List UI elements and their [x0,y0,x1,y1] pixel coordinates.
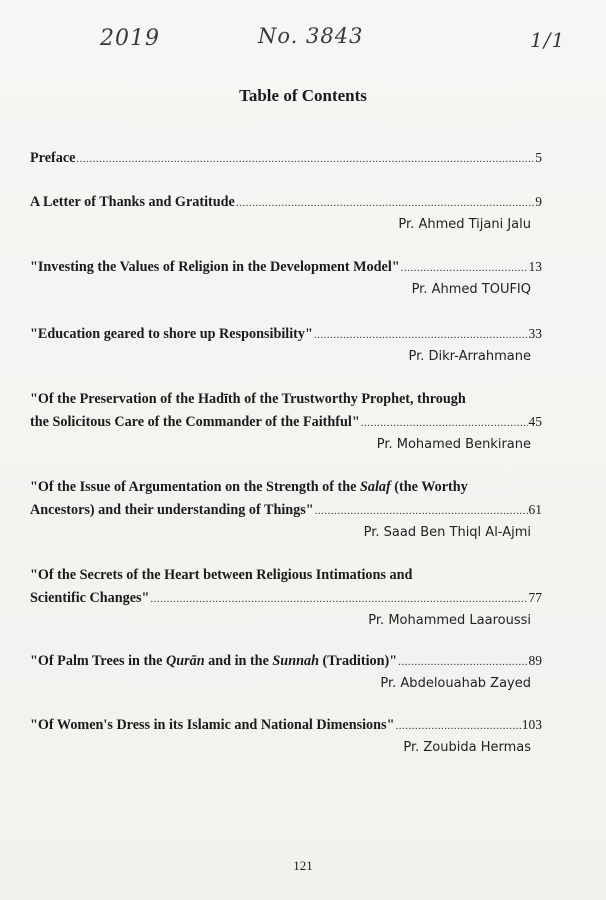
toc-entry-line [30,499,542,522]
toc-entry-education [30,323,542,364]
toc-entry-title [30,650,397,672]
dot-leader [395,715,520,737]
toc-entry-argumentation-salaf [30,475,542,540]
toc-title-part: "Of the Issue of Argumentation on the Strength of the [30,479,360,495]
dot-leader [236,192,534,214]
dot-leader [76,148,534,170]
toc-page-number: 5 [535,150,542,165]
toc-entry-title-line: "Of the Secrets of the Heart between Religious Intimations and [30,567,413,583]
toc-entry-author: Pr. Ahmed Tijani Jalu [398,217,531,232]
dot-leader [361,412,528,434]
toc-entry-title-line [30,475,542,499]
toc-page-number: 33 [528,326,542,341]
toc-entry-line [30,191,542,214]
toc-entry-secrets-heart [30,563,542,628]
toc-entry-preservation-hadith [30,387,542,452]
toc-page-number: 45 [528,414,542,429]
toc-entry-line [30,323,542,346]
toc-page-number: 89 [528,653,542,668]
toc-entry-author: Pr. Mohamed Benkirane [376,437,531,452]
toc-entry-author: Pr. Abdelouahab Zayed [380,676,531,691]
toc-entry-letter-of-thanks [30,191,542,232]
toc-page-number: 9 [535,194,542,209]
toc-page-number: 103 [521,717,542,732]
dot-leader [314,324,528,346]
toc-entry-line [30,147,542,170]
toc-entry-palm-trees [30,650,542,691]
toc-title-part: (the Worthy [390,479,468,495]
toc-entry-line [30,256,542,279]
toc-entry-line [30,587,542,610]
handwritten-reference: No. 3843 [258,24,364,48]
toc-entry-author: Pr. Ahmed TOUFIQ [411,282,531,297]
toc-entry-preface [30,147,542,170]
handwritten-year: 2019 [100,26,160,51]
toc-entry-line [30,650,542,673]
toc-entry-line [30,411,542,434]
toc-entry-title: the Solicitous Care of the Commander of the Faithful" [30,414,360,430]
toc-title-italic: Sunnah [272,653,319,669]
toc-entry-title: "Education geared to shore up Responsibility" [30,326,313,342]
toc-title-italic: Qurān [165,653,205,669]
toc-page-number: 77 [528,590,542,605]
toc-page-number: 13 [528,259,542,274]
toc-entry-title: "Of Women's Dress in its Islamic and National Dimensions" [30,717,395,733]
handwritten-corner-note: 1/1 [530,28,566,52]
dot-leader [398,651,527,673]
dot-leader [401,257,528,279]
toc-entry-author: Pr. Mohammed Laaroussi [368,613,531,628]
toc-entry-title: Ancestors) and their understanding of Things" [30,502,314,518]
toc-entry-line [30,714,542,737]
toc-title-part: and in the [204,653,273,669]
toc-entry-title: Preface [30,150,76,166]
toc-entry-title-line: "Of the Preservation of the Hadīth of the Trustworthy Prophet, through [30,391,466,407]
toc-entry-title: "Investing the Values of Religion in the Development Model" [30,259,400,275]
toc-entry-title: Scientific Changes" [30,590,150,606]
toc-page-number: 61 [528,502,542,517]
page-number: 121 [293,858,313,873]
toc-entry-title: A Letter of Thanks and Gratitude [30,194,235,210]
toc-entry-author: Pr. Saad Ben Thiql Al-Ajmi [363,525,531,540]
toc-entry-author: Pr. Dikr-Arrahmane [408,349,531,364]
page-title: Table of Contents [239,86,367,105]
toc-entry-investing-values [30,256,542,297]
dot-leader [315,500,528,522]
toc-entry-womens-dress [30,714,542,755]
dot-leader [150,588,527,610]
toc-title-italic: Salaf [359,479,391,495]
toc-title-part: (Tradition)" [318,653,398,669]
toc-title-part: "Of Palm Trees in the [30,653,166,669]
toc-entry-author: Pr. Zoubida Hermas [403,740,531,755]
